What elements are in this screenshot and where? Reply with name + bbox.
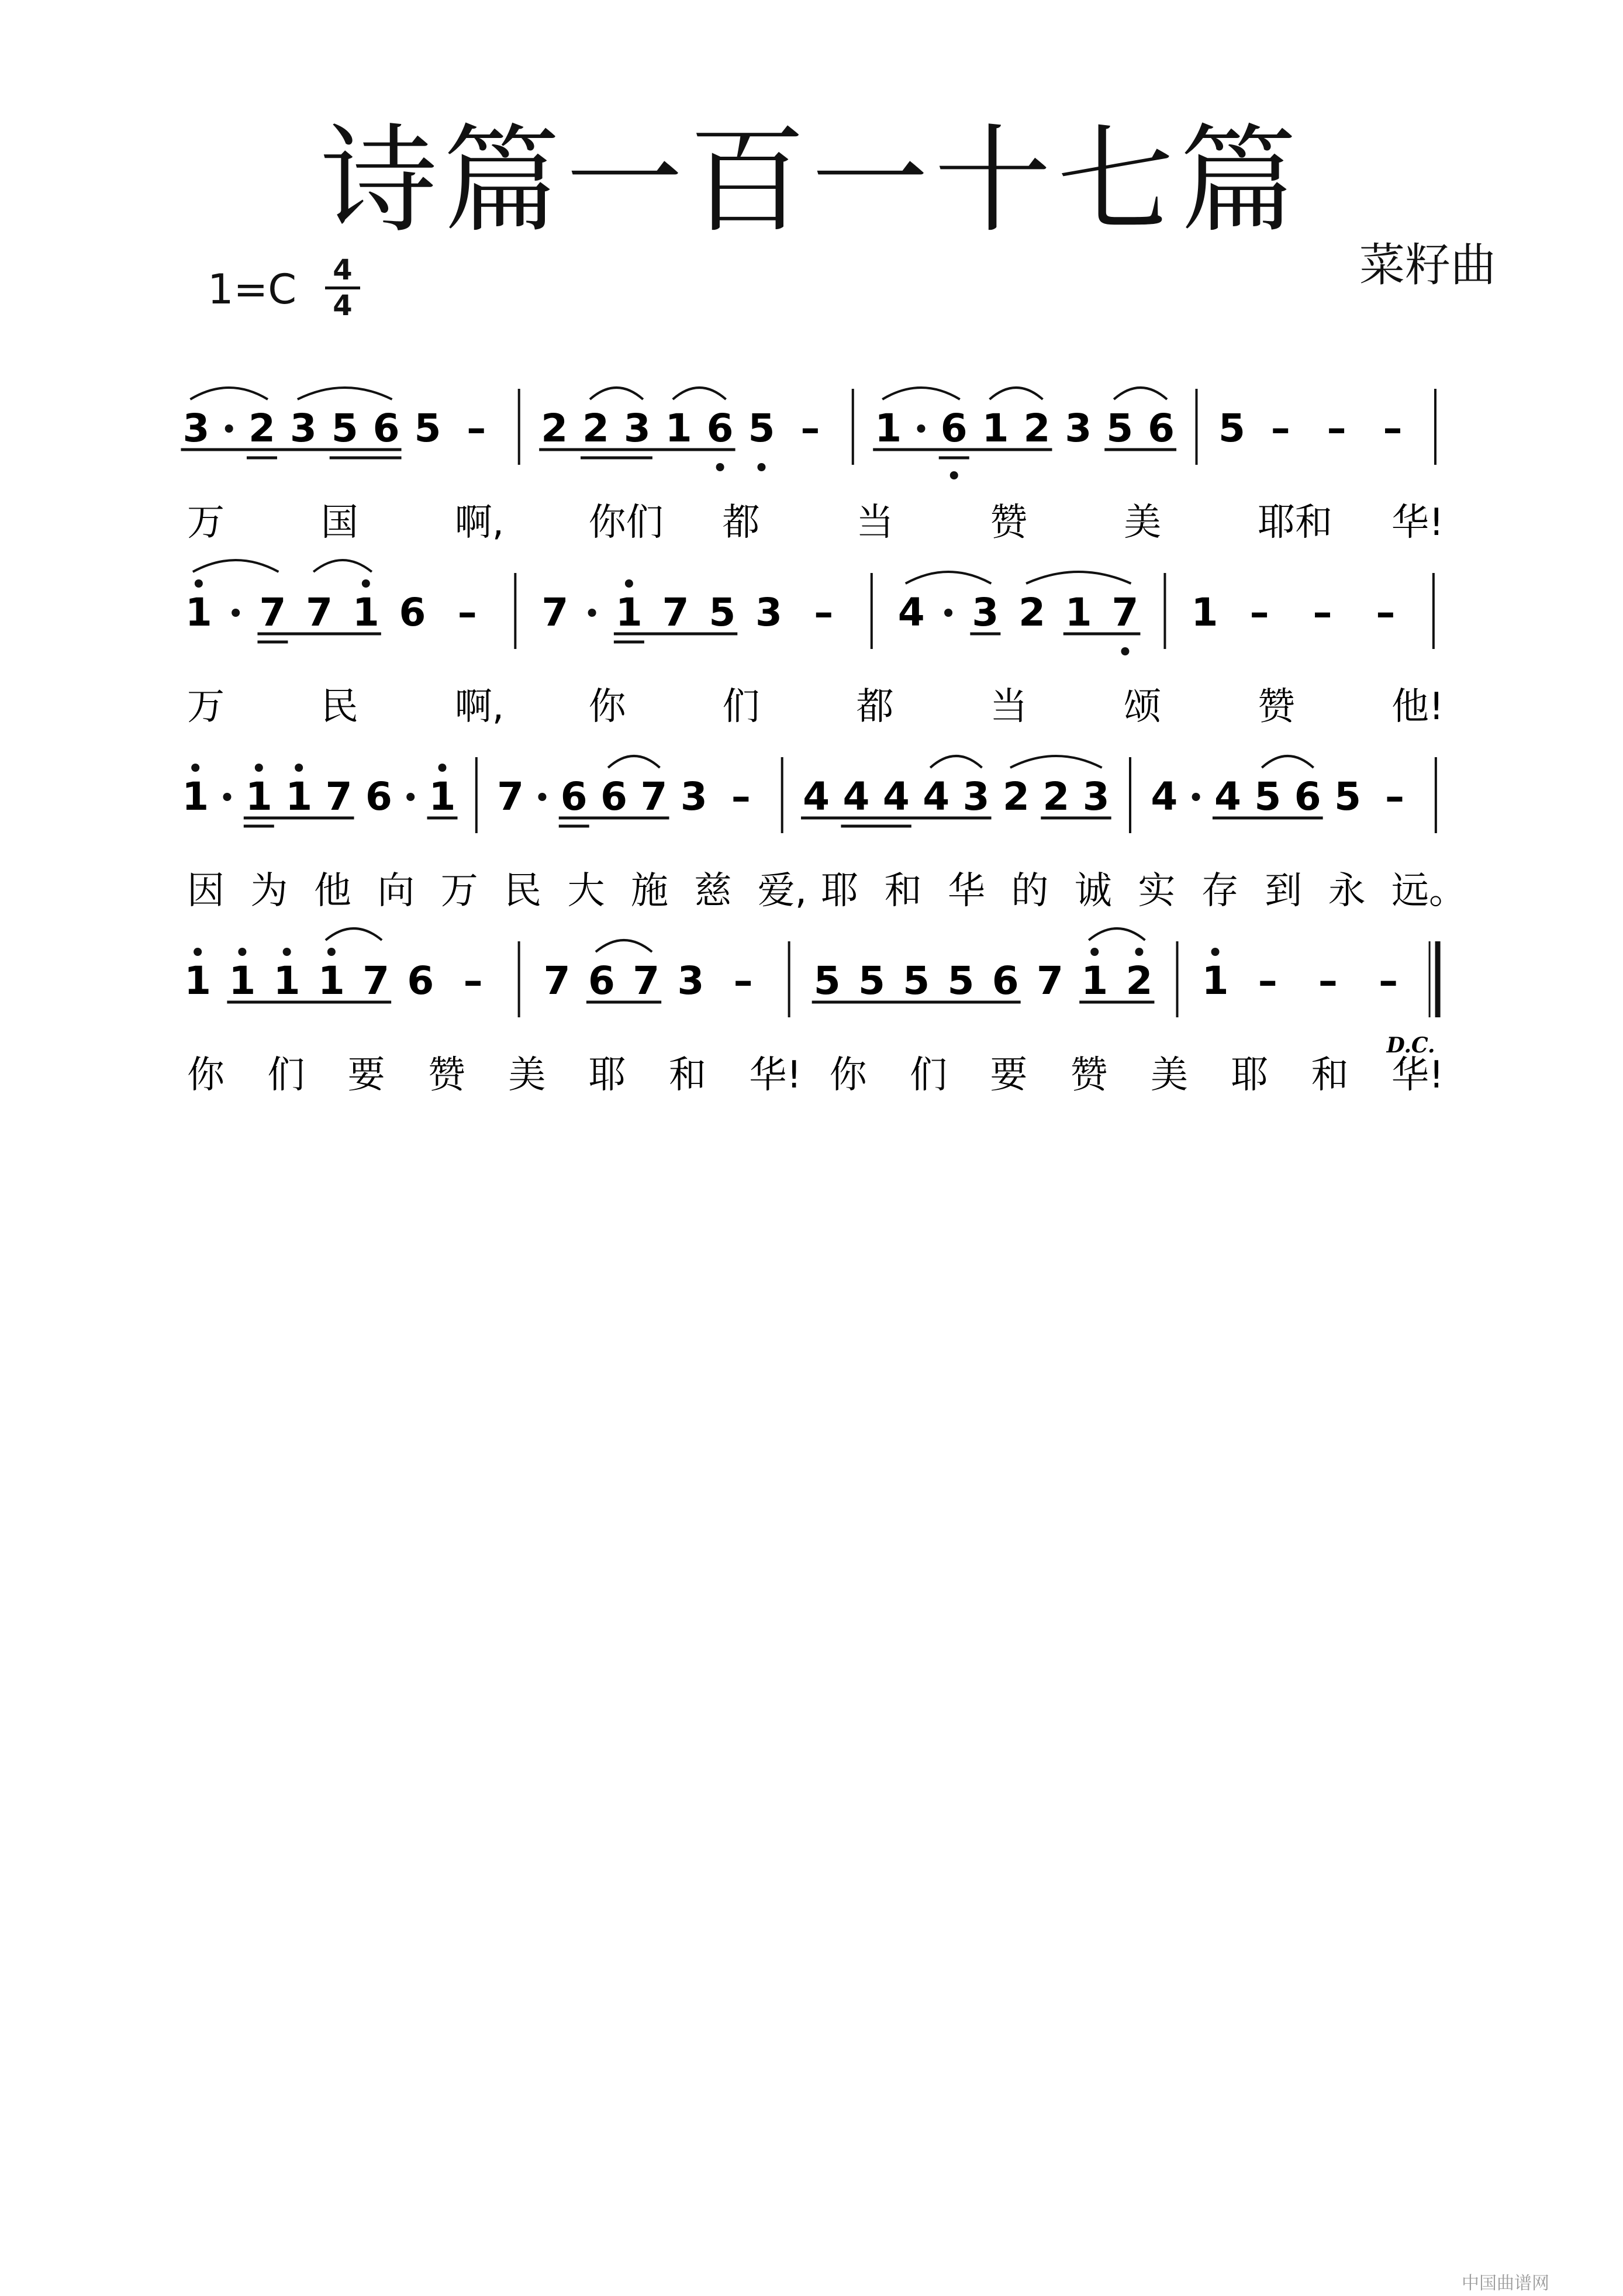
dash-extension: – [731, 774, 751, 819]
lyric-syllable: 们 [910, 1054, 947, 1097]
slur-arc [1089, 928, 1145, 940]
lyric-syllable: 和 [1311, 1054, 1349, 1097]
lyric-syllable: 耶 [821, 869, 859, 913]
octave-up-dot [283, 948, 291, 956]
augmentation-dot [225, 424, 233, 433]
augmentation-dot [406, 793, 415, 801]
lyric-syllable: 赞 [990, 501, 1028, 544]
note-number: 4 [1151, 774, 1178, 819]
dash-extension: – [1376, 590, 1396, 635]
dash-extension: – [1327, 406, 1346, 451]
octave-down-dot [950, 471, 958, 479]
slur-arc [1262, 756, 1313, 768]
dash-extension: – [467, 406, 486, 451]
lyric-syllable: 都 [856, 685, 894, 728]
note-number: 3 [289, 406, 317, 451]
note-number: 1 [182, 774, 209, 819]
slur-arc [608, 756, 659, 768]
octave-up-dot [625, 579, 633, 588]
note-number: 6 [600, 774, 628, 819]
lyric-syllable: 华! [749, 1054, 802, 1097]
lyric-syllable: 爱, [757, 869, 807, 913]
lyric-syllable: 存 [1201, 869, 1239, 913]
note-number: 2 [541, 406, 568, 451]
note-number: 1 [285, 774, 313, 819]
slur-arc [673, 388, 726, 399]
note-number: 5 [331, 406, 358, 451]
lyric-syllable: 和 [669, 1054, 706, 1097]
note-number: 7 [1111, 590, 1139, 635]
lyric-syllable: 你 [588, 685, 626, 728]
note-number: 5 [858, 958, 885, 1003]
lyric-syllable: 向 [377, 869, 415, 913]
note-number: 6 [992, 958, 1019, 1003]
note-number: 5 [1254, 774, 1282, 819]
lyric-syllable: 到 [1265, 869, 1303, 913]
note-number: 1 [982, 406, 1009, 451]
note-number: 6 [399, 590, 426, 635]
octave-up-dot [191, 764, 199, 772]
lyric-syllable: 赞 [428, 1054, 465, 1097]
lyric-syllable: 和 [884, 869, 922, 913]
slur-arc [326, 928, 382, 940]
note-number: 7 [633, 958, 660, 1003]
note-number: 1 [429, 774, 456, 819]
lyric-syllable: 赞 [1070, 1054, 1108, 1097]
note-number: 1 [1081, 958, 1109, 1003]
lyric-syllable: 为 [250, 869, 288, 913]
note-number: 4 [882, 774, 910, 819]
lyric-syllable: 大 [567, 869, 605, 913]
lyric-syllable: 万 [440, 869, 478, 913]
lyric-syllable: 美 [508, 1054, 546, 1097]
note-number: 5 [947, 958, 975, 1003]
note-number: 5 [903, 958, 930, 1003]
note-number: 7 [362, 958, 390, 1003]
dash-extension: – [457, 590, 477, 635]
lyric-syllable: 要 [347, 1054, 385, 1097]
note-number: 4 [897, 590, 925, 635]
octave-down-dot [1121, 647, 1129, 655]
note-number: 3 [972, 590, 999, 635]
lyric-syllable: 耶 [588, 1054, 626, 1097]
note-number: 1 [1191, 590, 1218, 635]
octave-up-dot [295, 764, 303, 772]
dash-extension: – [1379, 958, 1398, 1003]
octave-up-dot [1135, 948, 1143, 956]
lyric-syllable: 美 [1124, 501, 1162, 544]
note-number: 2 [1018, 590, 1046, 635]
lyric-syllable: 万 [187, 685, 225, 728]
note-number: 3 [1065, 406, 1092, 451]
slur-arc [1026, 572, 1131, 584]
lyric-syllable: 们 [267, 1054, 305, 1097]
note-number: 7 [541, 590, 569, 635]
lyric-syllable: 你 [187, 1054, 225, 1097]
augmentation-dot [223, 793, 231, 801]
note-number: 6 [407, 958, 434, 1003]
lyric-syllable: 诚 [1074, 869, 1112, 913]
note-number: 1 [184, 958, 212, 1003]
note-number: 4 [803, 774, 830, 819]
note-number: 7 [497, 774, 524, 819]
augmentation-dot [538, 793, 546, 801]
lyric-syllable: 你们 [588, 501, 664, 544]
octave-up-dot [1211, 948, 1220, 956]
note-number: 1 [229, 958, 256, 1003]
lyric-syllable: 们 [722, 685, 760, 728]
octave-up-dot [1090, 948, 1099, 956]
note-number: 2 [582, 406, 609, 451]
lyric-syllable: 民 [320, 685, 358, 728]
lyric-syllable: 当 [990, 685, 1028, 728]
note-number: 3 [962, 774, 990, 819]
dash-extension: – [463, 958, 483, 1003]
note-number: 6 [706, 406, 734, 451]
dash-extension: – [1383, 406, 1403, 451]
note-number: 3 [680, 774, 707, 819]
octave-down-dot [716, 463, 724, 471]
note-number: 1 [273, 958, 301, 1003]
slur-arc [1114, 388, 1167, 399]
lyric-syllable: 民 [504, 869, 542, 913]
note-number: 6 [1294, 774, 1321, 819]
note-number: 6 [588, 958, 615, 1003]
note-number: 3 [182, 406, 210, 451]
song-title: 诗篇一百一十七篇 [320, 113, 1303, 249]
note-number: 7 [325, 774, 353, 819]
augmentation-dot [232, 609, 240, 617]
slur-arc [298, 388, 392, 399]
lyric-syllable: 因 [187, 869, 225, 913]
dash-extension: – [1318, 958, 1338, 1003]
note-number: 2 [1002, 774, 1030, 819]
note-number: 3 [755, 590, 782, 635]
note-number: 1 [1201, 958, 1229, 1003]
note-number: 5 [414, 406, 441, 451]
lyric-syllable: 远。 [1391, 869, 1466, 913]
note-number: 7 [259, 590, 286, 635]
lyric-syllable: 国 [320, 501, 358, 544]
note-number: 2 [248, 406, 275, 451]
dash-extension: – [800, 406, 820, 451]
augmentation-dot [917, 424, 925, 433]
lyric-syllable: 颂 [1124, 685, 1162, 728]
augmentation-dot [1192, 793, 1200, 801]
note-number: 7 [662, 590, 689, 635]
note-number: 4 [1214, 774, 1241, 819]
note-number: 4 [923, 774, 950, 819]
note-number: 2 [1125, 958, 1153, 1003]
slur-arc [882, 388, 960, 399]
octave-up-dot [362, 579, 370, 588]
octave-down-dot [757, 463, 765, 471]
lyric-syllable: 耶和 [1258, 501, 1333, 544]
lyric-syllable: 万 [187, 501, 225, 544]
lyric-syllable: 赞 [1258, 685, 1296, 728]
slur-arc [1010, 756, 1102, 768]
note-number: 3 [677, 958, 705, 1003]
dash-extension: – [733, 958, 753, 1003]
octave-up-dot [195, 579, 203, 588]
note-number: 3 [623, 406, 651, 451]
dash-extension: – [814, 590, 834, 635]
slur-arc [990, 388, 1043, 399]
dash-extension: – [1270, 406, 1290, 451]
note-number: 6 [560, 774, 588, 819]
note-number: 6 [1148, 406, 1175, 451]
composer-credit: 菜籽曲 [1359, 239, 1497, 292]
time-signature-numerator: 4 [325, 256, 360, 289]
lyric-syllable: 你 [829, 1054, 867, 1097]
note-number: 6 [372, 406, 400, 451]
lyric-syllable: 华! [1391, 1054, 1444, 1097]
note-number: 5 [1106, 406, 1134, 451]
note-number: 3 [1082, 774, 1110, 819]
lyric-syllable: 华! [1391, 501, 1444, 544]
note-number: 1 [245, 774, 272, 819]
note-number: 2 [1042, 774, 1070, 819]
slur-arc [596, 940, 652, 952]
key-signature: 1=C [208, 265, 297, 313]
note-number: 1 [352, 590, 379, 635]
dash-extension: – [1384, 774, 1404, 819]
watermark: 中国曲谱网 [1462, 2273, 1549, 2294]
note-number: 1 [1065, 590, 1092, 635]
dash-extension: – [1258, 958, 1277, 1003]
note-number: 7 [306, 590, 333, 635]
note-number: 5 [1218, 406, 1245, 451]
lyric-syllable: 的 [1011, 869, 1049, 913]
dash-extension: – [1313, 590, 1332, 635]
note-number: 1 [317, 958, 345, 1003]
lyric-syllable: 要 [990, 1054, 1028, 1097]
lyric-syllable: 美 [1151, 1054, 1188, 1097]
lyric-syllable: 他 [313, 869, 351, 913]
augmentation-dot [944, 609, 952, 617]
note-number: 5 [748, 406, 775, 451]
lyric-syllable: 啊, [454, 685, 505, 728]
lyric-syllable: 他! [1391, 685, 1444, 728]
octave-up-dot [238, 948, 246, 956]
note-number: 5 [709, 590, 736, 635]
lyric-syllable: 都 [722, 501, 760, 544]
lyric-syllable: 慈 [694, 869, 732, 913]
note-number: 6 [940, 406, 968, 451]
lyric-syllable: 实 [1138, 869, 1176, 913]
note-number: 1 [875, 406, 902, 451]
lyric-syllable: 当 [856, 501, 894, 544]
note-number: 4 [842, 774, 870, 819]
octave-up-dot [327, 948, 336, 956]
slur-arc [930, 756, 982, 768]
note-number: 1 [665, 406, 692, 451]
time-signature-denominator: 4 [333, 289, 353, 322]
slur-arc [590, 388, 643, 399]
lyric-syllable: 永 [1328, 869, 1366, 913]
augmentation-dot [588, 609, 596, 617]
note-number: 1 [185, 590, 212, 635]
lyric-syllable: 耶 [1231, 1054, 1269, 1097]
note-number: 7 [640, 774, 668, 819]
octave-up-dot [255, 764, 263, 772]
slur-arc [906, 572, 992, 584]
note-number: 5 [813, 958, 841, 1003]
note-number: 5 [1334, 774, 1362, 819]
lyric-syllable: 华 [948, 869, 986, 913]
octave-up-dot [194, 948, 202, 956]
slur-arc [313, 560, 372, 572]
note-number: 1 [615, 590, 643, 635]
note-number: 2 [1023, 406, 1051, 451]
da-capo-mark: D.C. [1386, 1033, 1435, 1058]
slur-arc [193, 560, 279, 572]
dash-extension: – [1249, 590, 1269, 635]
slur-arc [190, 388, 268, 399]
note-number: 7 [543, 958, 571, 1003]
octave-up-dot [438, 764, 447, 772]
note-number: 7 [1036, 958, 1063, 1003]
lyric-syllable: 施 [630, 869, 668, 913]
lyric-syllable: 啊, [454, 501, 505, 544]
note-number: 6 [365, 774, 392, 819]
